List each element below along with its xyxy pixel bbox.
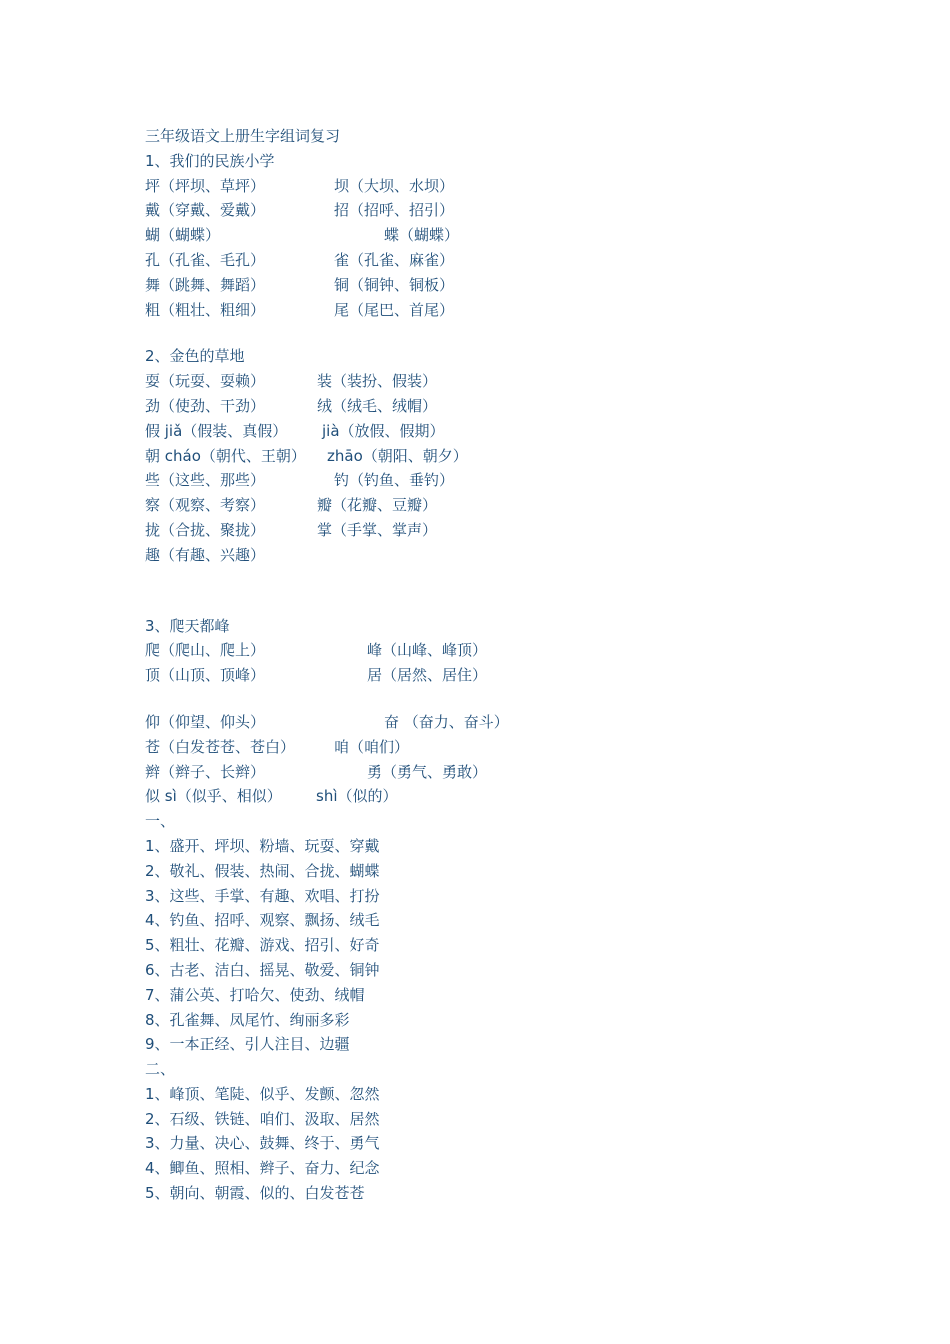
lesson2-rows [145,369,865,567]
lesson2-heading: 2、金色的草地 [145,347,245,366]
list-item: 爬（爬山、爬上） 峰（山峰、峰顶） [145,641,488,660]
list-item: 蝴（蝴蝶） 蝶（蝴蝶） [145,226,460,245]
list-item: 6、古老、洁白、摇晃、敬爱、铜钟 [145,960,380,979]
lesson3-rows-more [145,710,865,809]
list-item: 耍（玩耍、耍赖） 装（装扮、假装） [145,372,438,391]
list-item: 苍（白发苍苍、苍白） 咱（咱们） [145,737,410,756]
list-item: 3、力量、决心、鼓舞、终于、勇气 [145,1134,380,1153]
list-item: 顶（山顶、顶峰） 居（居然、居住） [145,666,488,685]
list-item: 辫（辫子、长辫） 勇（勇气、勇敢） [145,762,488,781]
list-item: 5、粗壮、花瓣、游戏、招引、好奇 [145,936,380,955]
list-item: 7、蒲公英、打哈欠、使劲、绒帽 [145,985,365,1004]
list-item: 坪（坪坝、草坪） 坝（大坝、水坝） [145,176,455,195]
list-item: 8、孔雀舞、凤尾竹、绚丽多彩 [145,1010,350,1029]
list-item: 2、敬礼、假装、热闹、合拢、蝴蝶 [145,861,380,880]
list-item: 孔（孔雀、毛孔） 雀（孔雀、麻雀） [145,250,455,269]
list-item: 5、朝向、朝霞、似的、白发苍苍 [145,1184,365,1203]
list-item: 拢（合拢、聚拢） 掌（手掌、掌声） [145,520,438,539]
lesson3-rows [145,638,865,688]
section-two-heading: 二、 [145,1060,176,1079]
list-item: 9、一本正经、引人注目、边疆 [145,1035,350,1054]
section-one-list [145,834,865,1057]
section-one-heading: 一、 [145,812,176,831]
list-item: 粗（粗壮、粗细） 尾（尾巴、首尾） [145,300,455,319]
section-two-list [145,1082,865,1206]
list-item: 假 jiǎ（假装、真假） jià（放假、假期） [145,421,445,440]
list-item: 2、石级、铁链、咱们、汲取、居然 [145,1109,380,1128]
list-item: 仰（仰望、仰头） 奋 （奋力、奋斗） [145,712,509,731]
list-item: 1、峰顶、笔陡、似乎、发颤、忽然 [145,1084,380,1103]
list-item: 朝 cháo（朝代、王朝） zhāo（朝阳、朝夕） [145,446,468,465]
list-item: 4、鲫鱼、照相、辫子、奋力、纪念 [145,1159,380,1178]
document-body [145,124,865,1206]
list-item: 察（观察、考察） 瓣（花瓣、豆瓣） [145,496,438,515]
list-item: 些（这些、那些） 钓（钓鱼、垂钓） [145,471,455,490]
list-item: 劲（使劲、干劲） 绒（绒毛、绒帽） [145,396,438,415]
list-item: 舞（跳舞、舞蹈） 铜（铜钟、铜板） [145,275,455,294]
list-item: 4、钓鱼、招呼、观察、飘扬、绒毛 [145,911,380,930]
lesson1-heading: 1、我们的民族小学 [145,151,275,170]
list-item: 3、这些、手掌、有趣、欢唱、打扮 [145,886,380,905]
list-item: 似 sì（似乎、相似） shì（似的） [145,787,398,806]
list-item: 趣（有趣、兴趣） [145,545,266,564]
lesson1-rows [145,174,865,323]
page-title: 三年级语文上册生字组词复习 [145,127,341,145]
lesson3-heading: 3、爬天都峰 [145,616,230,635]
list-item: 1、盛开、坪坝、粉墙、玩耍、穿戴 [145,836,380,855]
list-item: 戴（穿戴、爱戴） 招（招呼、招引） [145,201,455,220]
